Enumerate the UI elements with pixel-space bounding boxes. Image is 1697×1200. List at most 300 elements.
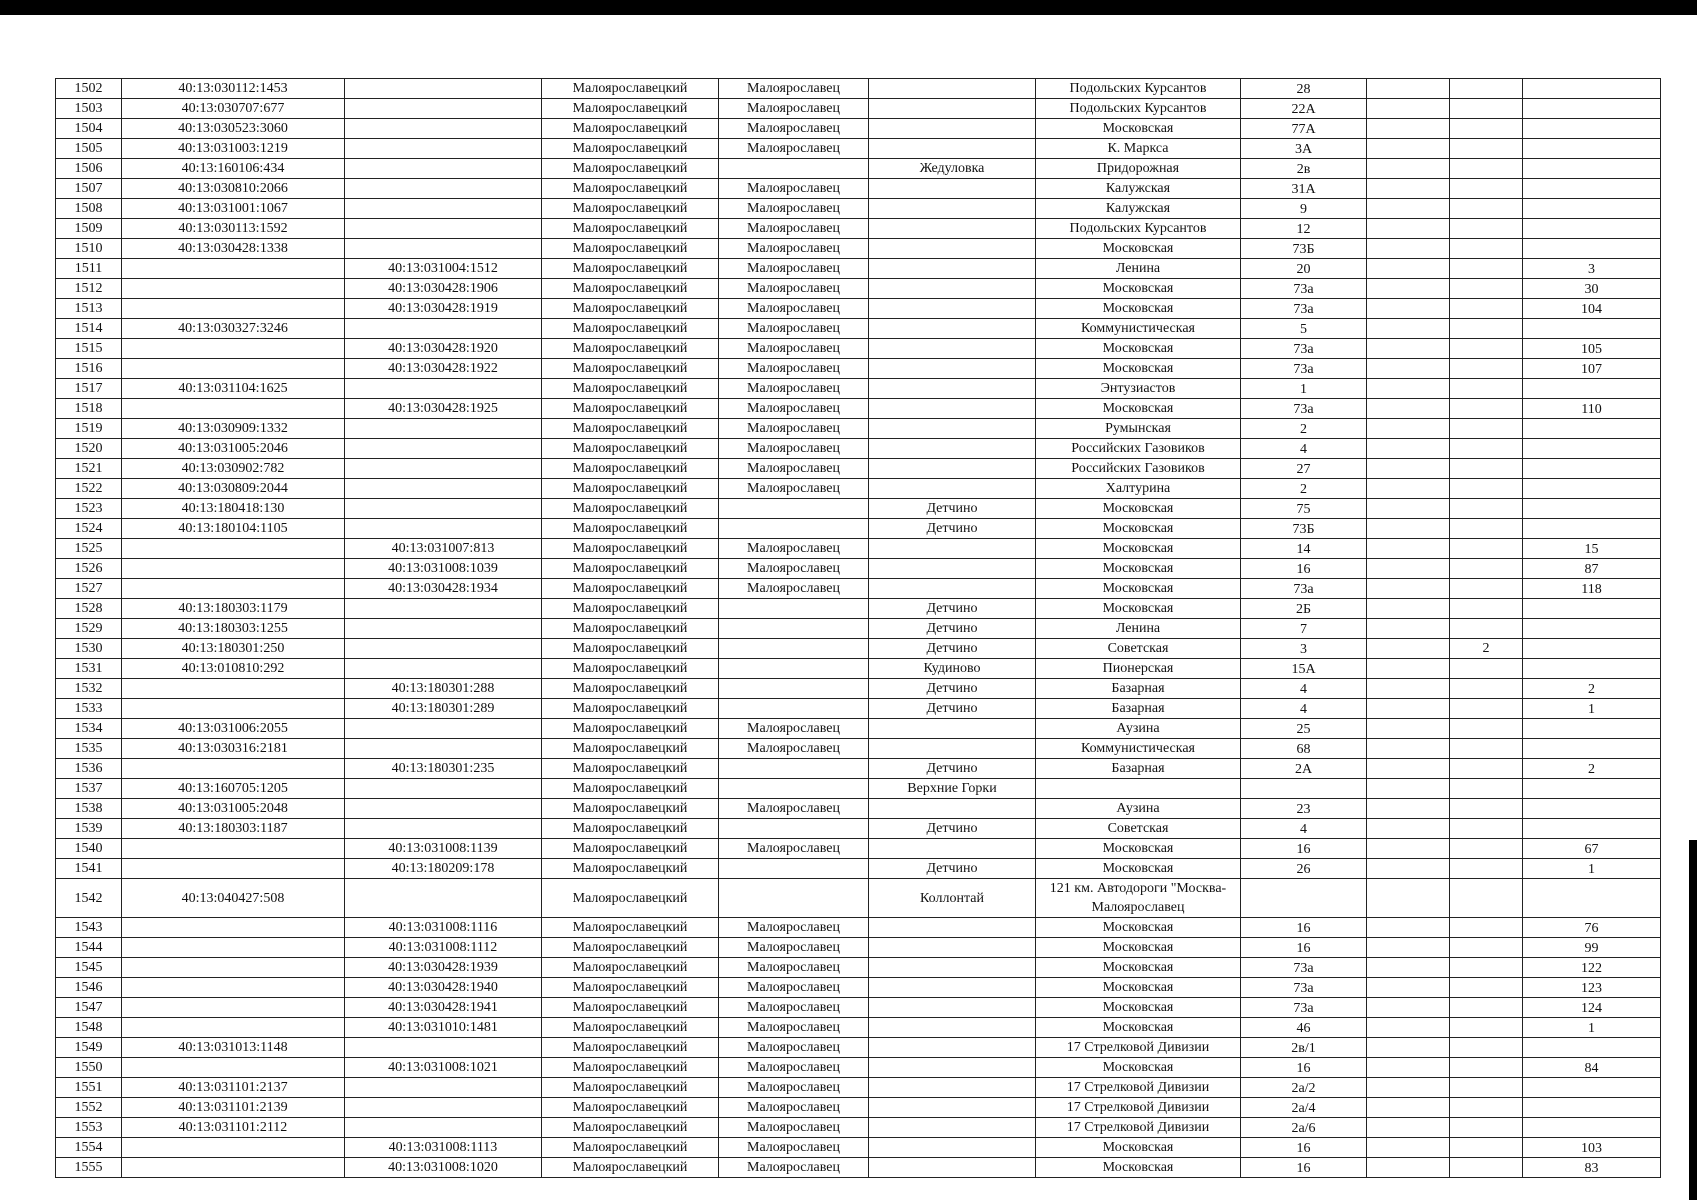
street-cell: 17 Стрелковой Дивизии (1036, 1098, 1241, 1118)
settlement-cell: Детчино (869, 859, 1036, 879)
cadastral-number-cell (122, 859, 345, 879)
district-cell: Малоярославецкий (542, 719, 719, 739)
settlement-cell (869, 139, 1036, 159)
apartment-cell: 67 (1523, 839, 1661, 859)
settlement-cell: Коллонтай (869, 879, 1036, 918)
city-cell: Малоярославец (719, 938, 869, 958)
extra-cell (1450, 259, 1523, 279)
house-number-cell: 2 (1241, 479, 1367, 499)
district-cell: Малоярославецкий (542, 918, 719, 938)
parent-cadastral-number-cell: 40:13:030428:1941 (345, 998, 542, 1018)
house-number-cell: 73а (1241, 339, 1367, 359)
house-number-cell: 73а (1241, 279, 1367, 299)
apartment-cell (1523, 1078, 1661, 1098)
house-number-cell: 73а (1241, 958, 1367, 978)
parent-cadastral-number-cell: 40:13:030428:1920 (345, 339, 542, 359)
parent-cadastral-number-cell (345, 1118, 542, 1138)
apartment-cell (1523, 319, 1661, 339)
street-cell: Российских Газовиков (1036, 459, 1241, 479)
house-number-cell: 73а (1241, 299, 1367, 319)
row-number-cell: 1511 (56, 259, 122, 279)
table-row (56, 199, 1661, 219)
house-number-cell: 2А (1241, 759, 1367, 779)
table-row (56, 139, 1661, 159)
street-cell: Московская (1036, 859, 1241, 879)
extra-cell (1450, 978, 1523, 998)
district-cell: Малоярославецкий (542, 659, 719, 679)
apartment-cell: 1 (1523, 699, 1661, 719)
house-number-cell: 23 (1241, 799, 1367, 819)
street-cell: Базарная (1036, 699, 1241, 719)
apartment-cell (1523, 519, 1661, 539)
district-cell: Малоярославецкий (542, 1038, 719, 1058)
cadastral-number-cell: 40:13:030809:2044 (122, 479, 345, 499)
settlement-cell: Жедуловка (869, 159, 1036, 179)
row-number-cell: 1517 (56, 379, 122, 399)
row-number-cell: 1549 (56, 1038, 122, 1058)
settlement-cell (869, 719, 1036, 739)
parent-cadastral-number-cell: 40:13:180301:235 (345, 759, 542, 779)
cadastral-number-cell (122, 1158, 345, 1178)
parent-cadastral-number-cell (345, 799, 542, 819)
row-number-cell: 1520 (56, 439, 122, 459)
apartment-cell: 83 (1523, 1158, 1661, 1178)
table-row (56, 299, 1661, 319)
cadastral-table (55, 78, 1661, 1178)
table-row (56, 79, 1661, 99)
city-cell: Малоярославец (719, 279, 869, 299)
district-cell: Малоярославецкий (542, 879, 719, 918)
row-number-cell: 1553 (56, 1118, 122, 1138)
cadastral-number-cell: 40:13:031003:1219 (122, 139, 345, 159)
row-number-cell: 1522 (56, 479, 122, 499)
district-cell: Малоярославецкий (542, 1018, 719, 1038)
street-cell: Московская (1036, 279, 1241, 299)
parent-cadastral-number-cell (345, 619, 542, 639)
street-cell: Энтузиастов (1036, 379, 1241, 399)
city-cell: Малоярославец (719, 1078, 869, 1098)
parent-cadastral-number-cell (345, 79, 542, 99)
city-cell: Малоярославец (719, 998, 869, 1018)
settlement-cell (869, 319, 1036, 339)
settlement-cell: Детчино (869, 639, 1036, 659)
table-row (56, 759, 1661, 779)
building-cell (1367, 299, 1450, 319)
apartment-cell (1523, 599, 1661, 619)
house-number-cell: 16 (1241, 559, 1367, 579)
house-number-cell: 28 (1241, 79, 1367, 99)
street-cell: Румынская (1036, 419, 1241, 439)
extra-cell (1450, 1038, 1523, 1058)
district-cell: Малоярославецкий (542, 99, 719, 119)
city-cell: Малоярославец (719, 379, 869, 399)
row-number-cell: 1539 (56, 819, 122, 839)
extra-cell (1450, 319, 1523, 339)
table-row (56, 339, 1661, 359)
building-cell (1367, 679, 1450, 699)
row-number-cell: 1543 (56, 918, 122, 938)
parent-cadastral-number-cell (345, 379, 542, 399)
extra-cell (1450, 1098, 1523, 1118)
extra-cell (1450, 219, 1523, 239)
city-cell (719, 759, 869, 779)
city-cell: Малоярославец (719, 1118, 869, 1138)
street-cell: Базарная (1036, 679, 1241, 699)
city-cell: Малоярославец (719, 1138, 869, 1158)
apartment-cell (1523, 639, 1661, 659)
row-number-cell: 1510 (56, 239, 122, 259)
cadastral-number-cell (122, 759, 345, 779)
apartment-cell: 105 (1523, 339, 1661, 359)
city-cell: Малоярославец (719, 719, 869, 739)
row-number-cell: 1526 (56, 559, 122, 579)
apartment-cell: 1 (1523, 859, 1661, 879)
apartment-cell (1523, 239, 1661, 259)
city-cell: Малоярославец (719, 539, 869, 559)
table-row (56, 1078, 1661, 1098)
extra-cell (1450, 599, 1523, 619)
cadastral-number-cell (122, 339, 345, 359)
parent-cadastral-number-cell (345, 199, 542, 219)
apartment-cell (1523, 99, 1661, 119)
row-number-cell: 1525 (56, 539, 122, 559)
settlement-cell (869, 1078, 1036, 1098)
extra-cell (1450, 1118, 1523, 1138)
house-number-cell: 16 (1241, 918, 1367, 938)
street-cell: К. Маркса (1036, 139, 1241, 159)
table-row (56, 159, 1661, 179)
district-cell: Малоярославецкий (542, 1058, 719, 1078)
cadastral-number-cell (122, 259, 345, 279)
house-number-cell: 22А (1241, 99, 1367, 119)
house-number-cell: 15А (1241, 659, 1367, 679)
row-number-cell: 1518 (56, 399, 122, 419)
house-number-cell: 73а (1241, 978, 1367, 998)
building-cell (1367, 559, 1450, 579)
district-cell: Малоярославецкий (542, 459, 719, 479)
house-number-cell: 25 (1241, 719, 1367, 739)
street-cell: Коммунистическая (1036, 319, 1241, 339)
row-number-cell: 1542 (56, 879, 122, 918)
street-cell: Московская (1036, 918, 1241, 938)
building-cell (1367, 978, 1450, 998)
city-cell: Малоярославец (719, 219, 869, 239)
extra-cell (1450, 99, 1523, 119)
extra-cell (1450, 679, 1523, 699)
house-number-cell: 4 (1241, 679, 1367, 699)
apartment-cell (1523, 419, 1661, 439)
table-row (56, 239, 1661, 259)
city-cell: Малоярославец (719, 1058, 869, 1078)
parent-cadastral-number-cell (345, 1098, 542, 1118)
settlement-cell: Детчино (869, 599, 1036, 619)
apartment-cell: 30 (1523, 279, 1661, 299)
house-number-cell: 2а/2 (1241, 1078, 1367, 1098)
extra-cell (1450, 579, 1523, 599)
city-cell: Малоярославец (719, 299, 869, 319)
parent-cadastral-number-cell: 40:13:030428:1922 (345, 359, 542, 379)
table-row (56, 938, 1661, 958)
apartment-cell: 2 (1523, 759, 1661, 779)
building-cell (1367, 239, 1450, 259)
district-cell: Малоярославецкий (542, 159, 719, 179)
apartment-cell: 124 (1523, 998, 1661, 1018)
district-cell: Малоярославецкий (542, 379, 719, 399)
apartment-cell: 2 (1523, 679, 1661, 699)
apartment-cell (1523, 199, 1661, 219)
extra-cell (1450, 839, 1523, 859)
extra-cell (1450, 239, 1523, 259)
city-cell: Малоярославец (719, 439, 869, 459)
city-cell (719, 499, 869, 519)
table-row (56, 1118, 1661, 1138)
house-number-cell: 9 (1241, 199, 1367, 219)
settlement-cell (869, 1038, 1036, 1058)
row-number-cell: 1516 (56, 359, 122, 379)
table-row (56, 639, 1661, 659)
parent-cadastral-number-cell: 40:13:180301:289 (345, 699, 542, 719)
table-row (56, 958, 1661, 978)
city-cell (719, 659, 869, 679)
house-number-cell: 16 (1241, 839, 1367, 859)
city-cell: Малоярославец (719, 259, 869, 279)
extra-cell (1450, 659, 1523, 679)
street-cell: Халтурина (1036, 479, 1241, 499)
district-cell: Малоярославецкий (542, 419, 719, 439)
row-number-cell: 1507 (56, 179, 122, 199)
cadastral-number-cell: 40:13:031005:2048 (122, 799, 345, 819)
district-cell: Малоярославецкий (542, 779, 719, 799)
extra-cell (1450, 439, 1523, 459)
building-cell (1367, 139, 1450, 159)
apartment-cell: 1 (1523, 1018, 1661, 1038)
settlement-cell (869, 179, 1036, 199)
street-cell: Московская (1036, 839, 1241, 859)
settlement-cell (869, 79, 1036, 99)
settlement-cell (869, 239, 1036, 259)
row-number-cell: 1530 (56, 639, 122, 659)
house-number-cell: 2Б (1241, 599, 1367, 619)
street-cell: Московская (1036, 1058, 1241, 1078)
parent-cadastral-number-cell (345, 239, 542, 259)
street-cell: Московская (1036, 599, 1241, 619)
street-cell: Аузина (1036, 719, 1241, 739)
house-number-cell: 2в/1 (1241, 1038, 1367, 1058)
building-cell (1367, 339, 1450, 359)
building-cell (1367, 699, 1450, 719)
settlement-cell (869, 359, 1036, 379)
cadastral-number-cell: 40:13:030316:2181 (122, 739, 345, 759)
settlement-cell (869, 839, 1036, 859)
row-number-cell: 1515 (56, 339, 122, 359)
apartment-cell (1523, 379, 1661, 399)
row-number-cell: 1514 (56, 319, 122, 339)
parent-cadastral-number-cell (345, 319, 542, 339)
cadastral-number-cell (122, 1058, 345, 1078)
city-cell: Малоярославец (719, 79, 869, 99)
settlement-cell (869, 1118, 1036, 1138)
parent-cadastral-number-cell: 40:13:180301:288 (345, 679, 542, 699)
settlement-cell: Детчино (869, 759, 1036, 779)
settlement-cell (869, 938, 1036, 958)
table-row (56, 1098, 1661, 1118)
building-cell (1367, 179, 1450, 199)
parent-cadastral-number-cell: 40:13:030428:1906 (345, 279, 542, 299)
cadastral-number-cell (122, 399, 345, 419)
row-number-cell: 1537 (56, 779, 122, 799)
settlement-cell (869, 918, 1036, 938)
city-cell (719, 879, 869, 918)
row-number-cell: 1513 (56, 299, 122, 319)
apartment-cell (1523, 79, 1661, 99)
cadastral-number-cell (122, 559, 345, 579)
house-number-cell: 73а (1241, 359, 1367, 379)
house-number-cell: 12 (1241, 219, 1367, 239)
house-number-cell: 3 (1241, 639, 1367, 659)
apartment-cell: 103 (1523, 1138, 1661, 1158)
apartment-cell (1523, 499, 1661, 519)
settlement-cell (869, 1158, 1036, 1178)
house-number-cell: 16 (1241, 1158, 1367, 1178)
settlement-cell (869, 279, 1036, 299)
settlement-cell (869, 459, 1036, 479)
settlement-cell (869, 1098, 1036, 1118)
table-row (56, 1038, 1661, 1058)
table-row (56, 419, 1661, 439)
house-number-cell (1241, 779, 1367, 799)
table-row (56, 559, 1661, 579)
settlement-cell (869, 978, 1036, 998)
cadastral-number-cell: 40:13:031101:2137 (122, 1078, 345, 1098)
row-number-cell: 1550 (56, 1058, 122, 1078)
cadastral-number-cell (122, 359, 345, 379)
district-cell: Малоярославецкий (542, 519, 719, 539)
settlement-cell: Детчино (869, 679, 1036, 699)
district-cell: Малоярославецкий (542, 139, 719, 159)
building-cell (1367, 319, 1450, 339)
street-cell: Придорожная (1036, 159, 1241, 179)
settlement-cell: Детчино (869, 499, 1036, 519)
building-cell (1367, 399, 1450, 419)
table-row (56, 659, 1661, 679)
city-cell: Малоярославец (719, 1098, 869, 1118)
building-cell (1367, 1018, 1450, 1038)
apartment-cell (1523, 439, 1661, 459)
district-cell: Малоярославецкий (542, 259, 719, 279)
building-cell (1367, 599, 1450, 619)
cadastral-number-cell: 40:13:030909:1332 (122, 419, 345, 439)
extra-cell (1450, 779, 1523, 799)
city-cell: Малоярославец (719, 99, 869, 119)
house-number-cell: 73Б (1241, 519, 1367, 539)
row-number-cell: 1523 (56, 499, 122, 519)
house-number-cell: 14 (1241, 539, 1367, 559)
house-number-cell: 68 (1241, 739, 1367, 759)
settlement-cell (869, 119, 1036, 139)
table-row (56, 259, 1661, 279)
cadastral-number-cell: 40:13:031104:1625 (122, 379, 345, 399)
table-row (56, 579, 1661, 599)
extra-cell (1450, 79, 1523, 99)
settlement-cell: Детчино (869, 519, 1036, 539)
house-number-cell: 16 (1241, 1138, 1367, 1158)
apartment-cell: 99 (1523, 938, 1661, 958)
street-cell: Московская (1036, 499, 1241, 519)
city-cell (719, 599, 869, 619)
district-cell: Малоярославецкий (542, 978, 719, 998)
city-cell: Малоярославец (719, 1038, 869, 1058)
row-number-cell: 1554 (56, 1138, 122, 1158)
row-number-cell: 1532 (56, 679, 122, 699)
city-cell: Малоярославец (719, 479, 869, 499)
extra-cell (1450, 879, 1523, 918)
parent-cadastral-number-cell (345, 879, 542, 918)
row-number-cell: 1544 (56, 938, 122, 958)
extra-cell (1450, 379, 1523, 399)
table-row (56, 739, 1661, 759)
street-cell: Московская (1036, 299, 1241, 319)
street-cell: Московская (1036, 958, 1241, 978)
table-row (56, 699, 1661, 719)
building-cell (1367, 619, 1450, 639)
cadastral-number-cell: 40:13:160106:434 (122, 159, 345, 179)
row-number-cell: 1551 (56, 1078, 122, 1098)
settlement-cell (869, 739, 1036, 759)
house-number-cell: 46 (1241, 1018, 1367, 1038)
house-number-cell: 16 (1241, 938, 1367, 958)
table-row (56, 459, 1661, 479)
cadastral-number-cell: 40:13:031101:2139 (122, 1098, 345, 1118)
building-cell (1367, 519, 1450, 539)
building-cell (1367, 279, 1450, 299)
cadastral-number-cell: 40:13:040427:508 (122, 879, 345, 918)
building-cell (1367, 419, 1450, 439)
street-cell: 121 км. Автодороги "Москва-Малоярославец (1036, 879, 1241, 918)
settlement-cell (869, 99, 1036, 119)
extra-cell (1450, 159, 1523, 179)
building-cell (1367, 639, 1450, 659)
building-cell (1367, 539, 1450, 559)
city-cell: Малоярославец (719, 958, 869, 978)
settlement-cell (869, 439, 1036, 459)
building-cell (1367, 1098, 1450, 1118)
extra-cell (1450, 739, 1523, 759)
settlement-cell (869, 399, 1036, 419)
building-cell (1367, 719, 1450, 739)
street-cell: 17 Стрелковой Дивизии (1036, 1038, 1241, 1058)
cadastral-number-cell: 40:13:030523:3060 (122, 119, 345, 139)
building-cell (1367, 998, 1450, 1018)
district-cell: Малоярославецкий (542, 439, 719, 459)
cadastral-number-cell: 40:13:030112:1453 (122, 79, 345, 99)
district-cell: Малоярославецкий (542, 239, 719, 259)
row-number-cell: 1528 (56, 599, 122, 619)
apartment-cell (1523, 879, 1661, 918)
building-cell (1367, 1058, 1450, 1078)
apartment-cell (1523, 1038, 1661, 1058)
extra-cell (1450, 339, 1523, 359)
extra-cell (1450, 1018, 1523, 1038)
city-cell (719, 639, 869, 659)
settlement-cell (869, 259, 1036, 279)
row-number-cell: 1533 (56, 699, 122, 719)
district-cell: Малоярославецкий (542, 859, 719, 879)
house-number-cell: 75 (1241, 499, 1367, 519)
city-cell: Малоярославец (719, 199, 869, 219)
apartment-cell: 84 (1523, 1058, 1661, 1078)
extra-cell (1450, 759, 1523, 779)
building-cell (1367, 779, 1450, 799)
